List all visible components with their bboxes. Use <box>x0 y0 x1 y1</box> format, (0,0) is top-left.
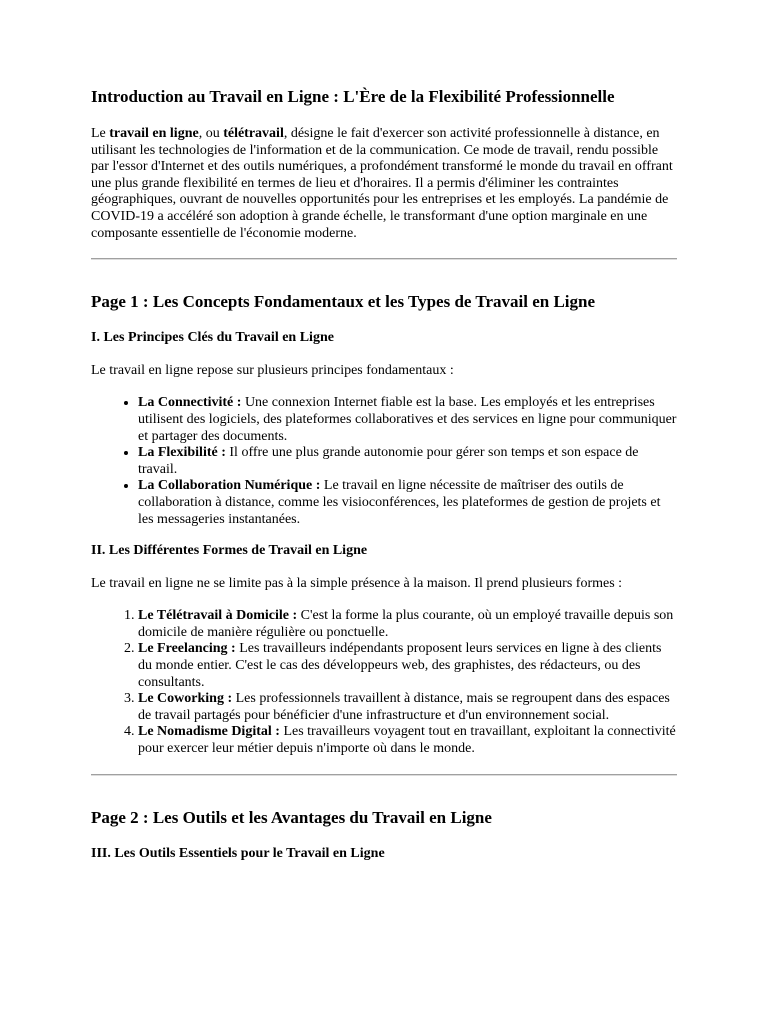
section2-heading: II. Les Différentes Formes de Travail en Ligne <box>91 543 368 559</box>
horizontal-rule <box>91 258 677 260</box>
list-item <box>138 395 677 445</box>
list-item-text: C'est la forme la plus courante, où un employé travaille depuis son domicile de manière régulière ou ponctuelle. <box>138 608 674 640</box>
list-item <box>138 724 677 757</box>
page1-heading: Page 1 : Les Concepts Fondamentaux et les Types de Travail en Ligne <box>91 292 596 312</box>
list-item-text: Il offre une plus grande autonomie pour gérer son temps et son espace de travail. <box>138 445 639 477</box>
list-item-text: Les travailleurs voyagent tout en travaillant, exploitant la connectivité pour exercer leur métier depuis n'importe où dans le monde. <box>138 724 676 757</box>
list-item <box>138 608 677 641</box>
intro-term-teletravail: télétravail <box>223 126 284 141</box>
list-item-text: Les travailleurs indépendants proposent leurs services en ligne à des clients du monde entier. C'est le cas des développeurs web, des graphistes, des rédacteurs, ou des consultants. <box>138 641 662 690</box>
list-item-term: La Flexibilité : <box>138 445 226 461</box>
list-item-text: Une connexion Internet fiable est la base. Les employés et les entreprises utilisent des logiciels, des plateformes collaboratives et des services en ligne pour communiquer et partager des documents. <box>138 395 677 444</box>
list-item-term: La Connectivité : <box>138 395 242 411</box>
intro-text-rest: , désigne le fait d'exercer son activité professionnelle à distance, en utilisant les technologies de l'information et de la communication. Ce mode de travail, rendu possible par l'essor d'Internet et des outils numériques, a profondément transformé le monde du travail en offrant une plus grande flexibilité en termes de lieu et d'horaires. Il a permis d'éliminer les contraintes géographiques, ouvrant de nouvelles opportunités pour les entreprises et les employés. La pandémie de COVID-19 a accéléré son adoption à grande échelle, le transformant d'une option marginale en une composante essentielle de l'économie moderne. <box>91 126 673 241</box>
list-item-term: La Collaboration Numérique : <box>138 478 321 494</box>
list-item-term: Le Télétravail à Domicile : <box>138 608 298 624</box>
list-item <box>138 478 677 528</box>
intro-heading: Introduction au Travail en Ligne : L'Ère de la Flexibilité Professionnelle <box>91 87 615 106</box>
intro-paragraph <box>91 126 677 242</box>
list-item <box>138 445 677 478</box>
list-item <box>138 691 677 724</box>
list-item-text: Les professionnels travaillent à distance, mais se regroupent dans des espaces de travail partagés pour bénéficier d'une infrastructure et d'un environnement social. <box>138 691 670 723</box>
section2-intro: Le travail en ligne ne se limite pas à la simple présence à la maison. Il prend plusieurs formes : <box>91 575 623 591</box>
intro-text-ou: , ou <box>198 126 224 141</box>
list-item-term: Le Nomadisme Digital : <box>138 724 280 740</box>
page2-heading: Page 2 : Les Outils et les Avantages du Travail en Ligne <box>91 807 492 827</box>
horizontal-rule <box>91 774 677 776</box>
list-item-term: Le Freelancing : <box>138 641 236 657</box>
section1-intro: Le travail en ligne repose sur plusieurs principes fondamentaux : <box>91 362 454 378</box>
list-item <box>138 641 677 691</box>
intro-term-travail-en-ligne: travail en ligne <box>109 126 199 141</box>
intro-text-le: Le <box>91 126 110 141</box>
list-item-term: Le Coworking : <box>138 691 233 707</box>
list-item-text: Le travail en ligne nécessite de maîtriser des outils de collaboration à distance, comme les visioconférences, les plateformes de gestion de projets et les messageries instantanées. <box>138 478 661 527</box>
principles-list <box>91 395 677 528</box>
section3-heading: III. Les Outils Essentiels pour le Travail en Ligne <box>91 845 385 861</box>
section1-heading: I. Les Principes Clés du Travail en Ligne <box>91 330 334 346</box>
forms-list <box>91 608 677 757</box>
